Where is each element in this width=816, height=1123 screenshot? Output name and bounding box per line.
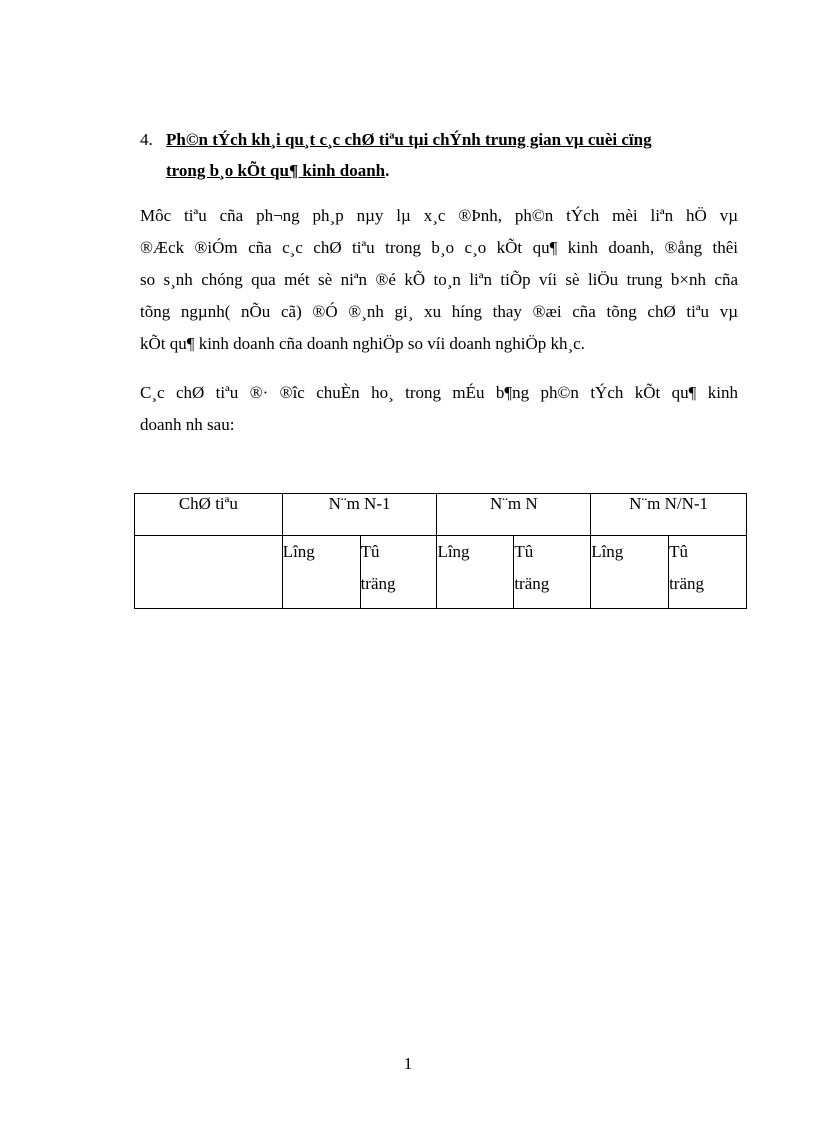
empty-cell <box>135 536 283 609</box>
paragraph-purpose <box>140 200 738 360</box>
page-number: 1 <box>403 1054 413 1073</box>
header-year-ratio: N¨m N/N-1 <box>591 494 747 536</box>
subheader-share-line-1: Tû <box>514 542 534 561</box>
paragraph-standardized <box>140 377 738 441</box>
subheader-share <box>669 536 747 609</box>
subheader-share <box>360 536 437 609</box>
section-heading-end: . <box>385 161 390 180</box>
subheader-share-line-1: Tû <box>360 542 380 561</box>
subheader-share-line-2: träng <box>669 574 704 593</box>
table-subheader-row <box>135 536 747 609</box>
header-year-curr: N¨m N <box>437 494 591 536</box>
paragraph-line: C¸c chØ tiªu ®· ®îc chuÈn ho¸ trong mÉu b¶ng ph©n tÝch kÕt qu¶ kinh <box>140 383 738 402</box>
subheader-amount: Lîng <box>282 536 360 609</box>
subheader-share-line-2: träng <box>360 574 396 593</box>
subheader-amount: Lîng <box>437 536 514 609</box>
paragraph-line: ®Æck ®iÓm cña c¸c chØ tiªu trong b¸o c¸o kÕt qu¶ kinh doanh, ®ång thêi <box>140 238 738 257</box>
subheader-share-line-2: träng <box>514 574 550 593</box>
paragraph-line: tõng ngµnh( nÕu cã) ®Ó ®¸nh gi¸ xu híng thay ®æi cña tõng chØ tiªu vµ <box>140 302 738 321</box>
section-heading <box>140 124 750 186</box>
analysis-table <box>134 493 747 609</box>
section-number: 4. <box>140 130 153 149</box>
subheader-share <box>514 536 591 609</box>
paragraph-line: Môc tiªu cña ph¬ng ph¸p nµy lµ x¸c ®Þnh, ph©n tÝch mèi liªn hÖ vµ <box>140 206 738 225</box>
table-header-row <box>135 494 747 536</box>
header-indicator: ChØ tiªu <box>135 494 283 536</box>
header-year-prev: N¨m N-1 <box>282 494 437 536</box>
paragraph-line: doanh nh sau: <box>140 415 235 434</box>
paragraph-line: kÕt qu¶ kinh doanh cña doanh nghiÖp so víi doanh nghiÖp kh¸c. <box>140 334 585 353</box>
section-heading-line-1: Ph©n tÝch kh¸i qu¸t c¸c chØ tiªu tµi chÝnh trung gian vµ cuèi cïng <box>166 130 652 149</box>
paragraph-line: so s¸nh chóng qua mét sè niªn ®é kÕ to¸n liªn tiÕp víi sè liÖu trung b×nh cña <box>140 270 738 289</box>
section-heading-line-2: trong b¸o kÕt qu¶ kinh doanh <box>166 161 386 180</box>
subheader-amount: Lîng <box>591 536 669 609</box>
subheader-share-line-1: Tû <box>669 542 688 561</box>
